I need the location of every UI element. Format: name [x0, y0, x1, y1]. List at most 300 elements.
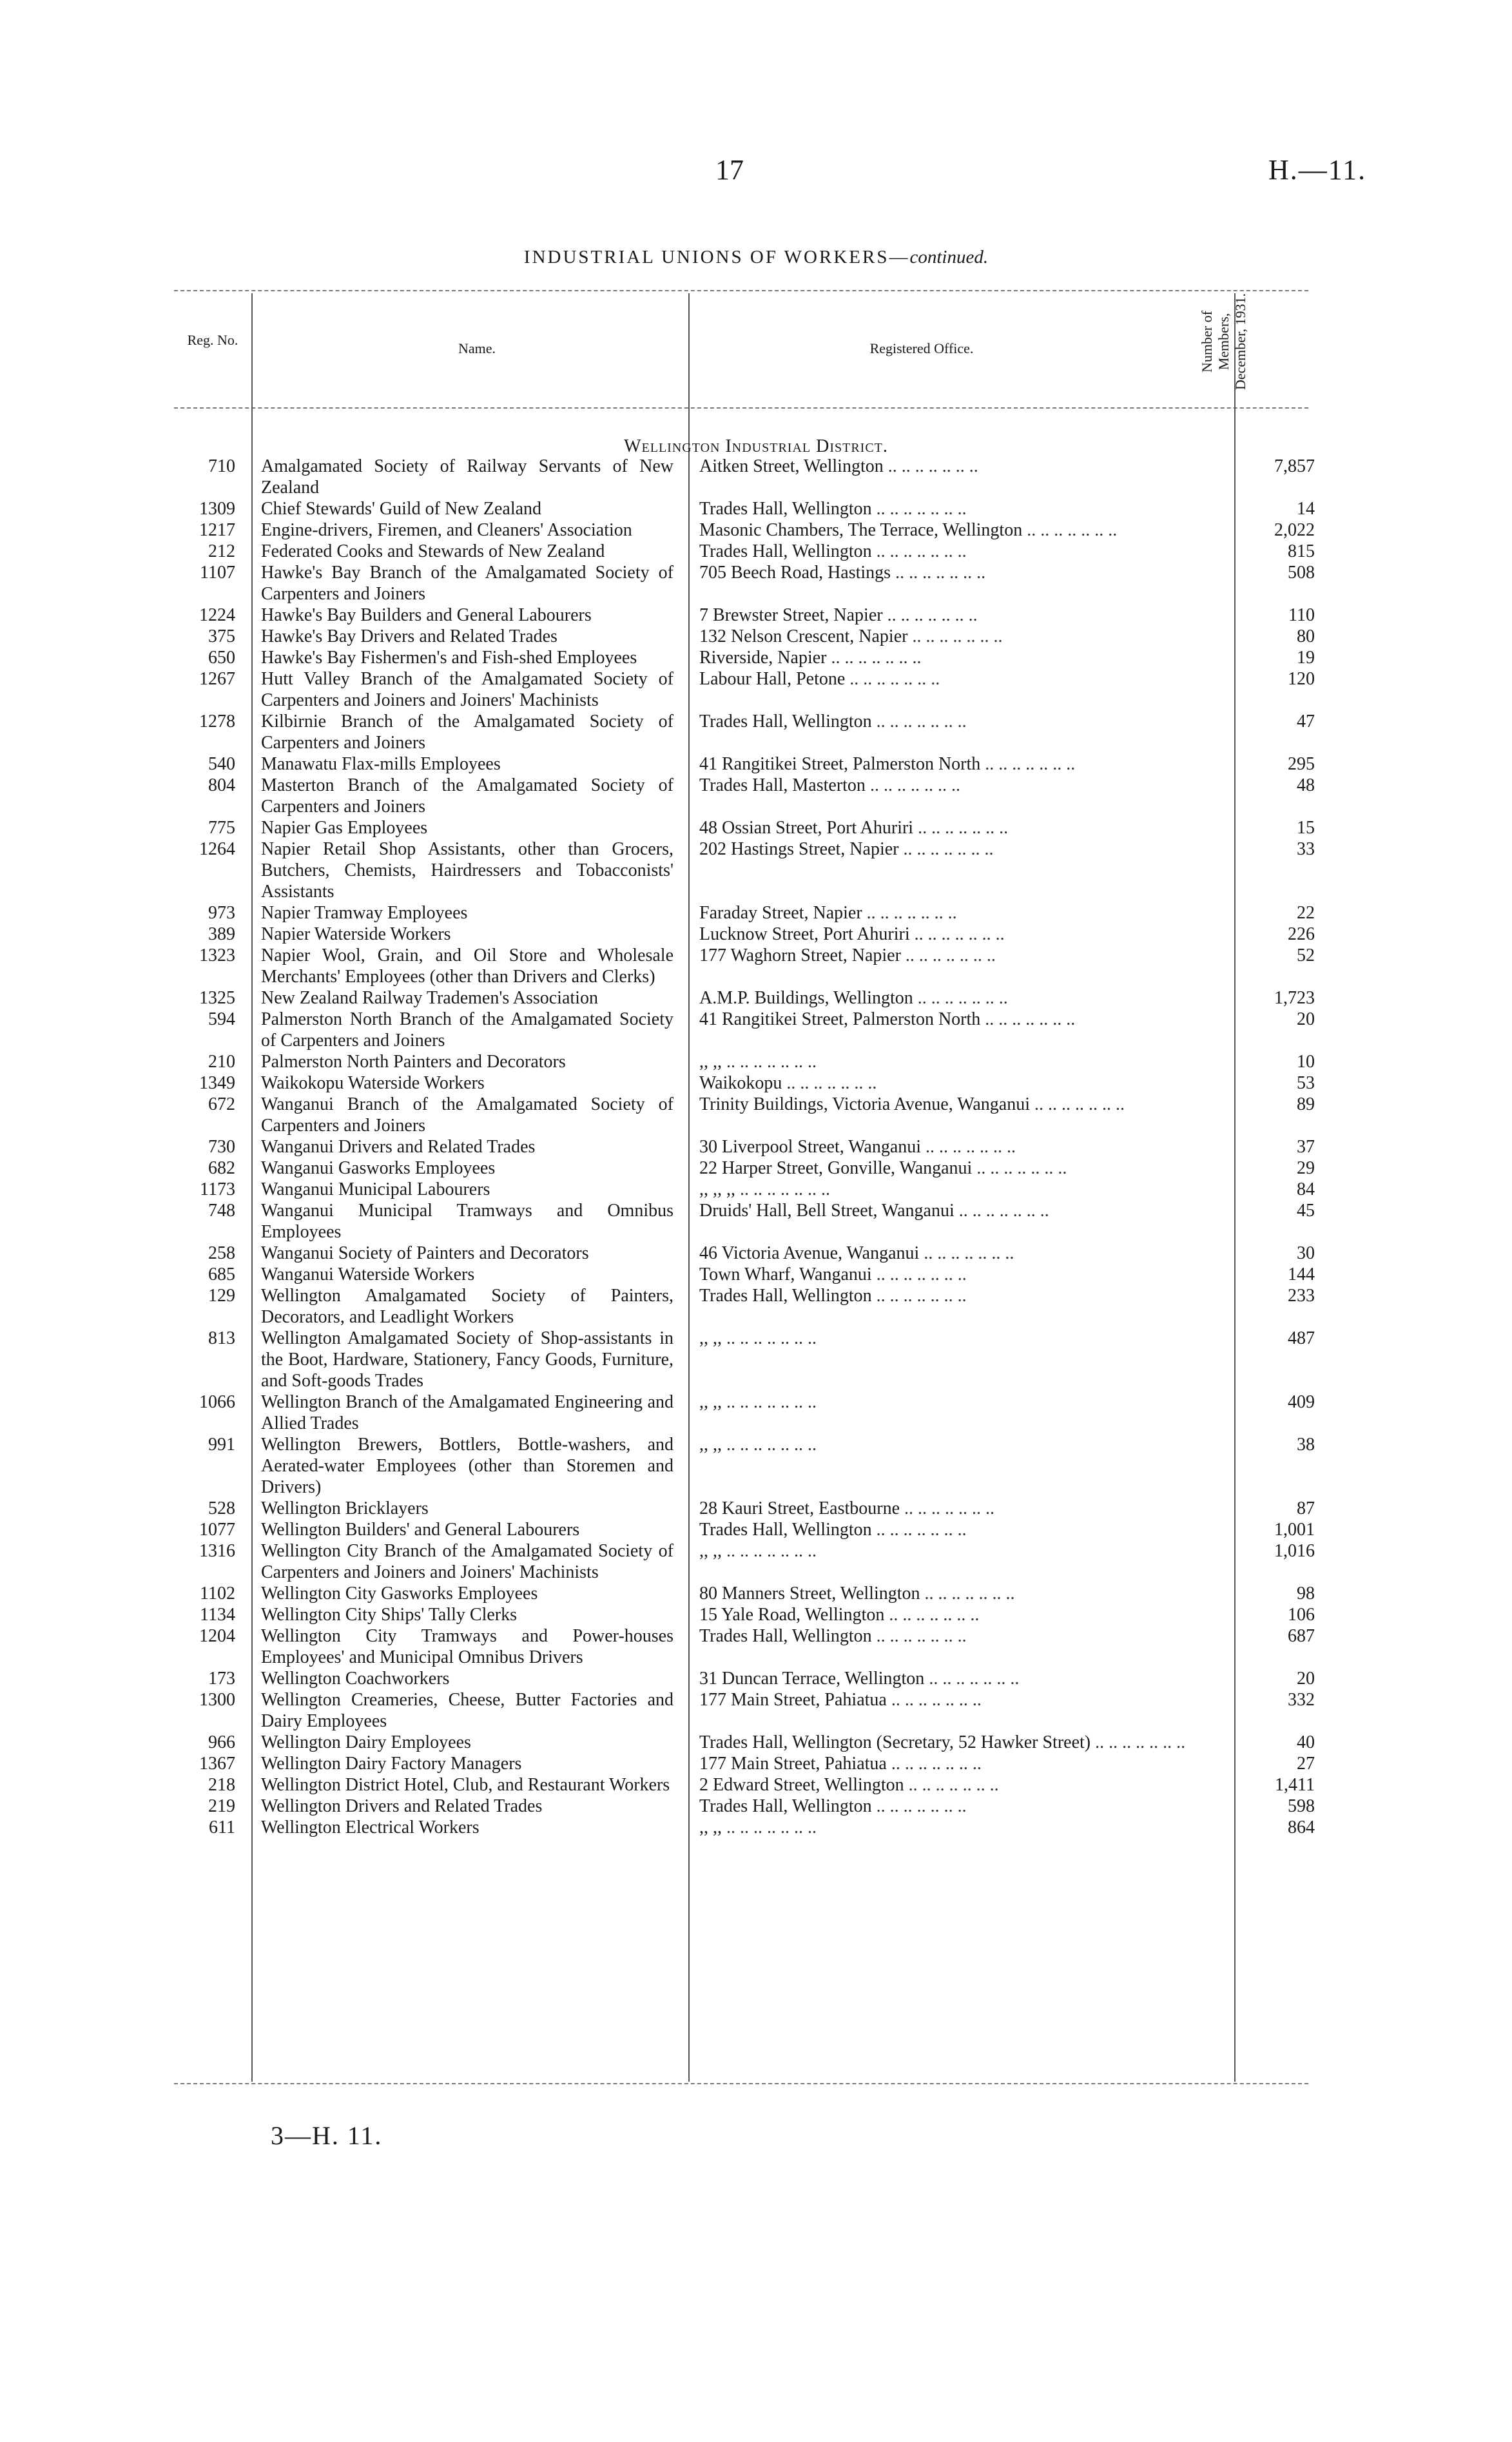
members-count-cell: 38	[1297, 1435, 1315, 1455]
registered-office-cell	[699, 1689, 1221, 1710]
registered-office-cell	[699, 1519, 1221, 1540]
reg-no-cell: 1264	[199, 839, 235, 859]
leader-dots: .. .. .. .. .. .. ..	[924, 1669, 1020, 1689]
union-name-cell: Wanganui Society of Painters and Decorators	[261, 1243, 589, 1263]
reg-no-cell: 129	[208, 1286, 235, 1306]
union-name-cell: Wanganui Gasworks Employees	[261, 1158, 496, 1178]
reg-no-cell: 540	[208, 754, 235, 774]
reg-no-cell: 375	[208, 626, 235, 646]
registered-office-text: Trades Hall, Wellington	[699, 541, 872, 561]
header-members: Number of Members, December, 1931.	[1199, 293, 1248, 391]
leader-dots: .. .. .. .. .. .. ..	[1030, 1094, 1125, 1114]
union-name-cell: Wellington City Branch of the Amalgamated Society of Carpenters and Joiners and Joiners' Machinists	[261, 1541, 674, 1582]
members-count-cell: 815	[1288, 541, 1315, 561]
members-count-cell: 30	[1297, 1243, 1315, 1263]
registered-office-cell	[699, 1200, 1221, 1221]
reg-no-cell: 1309	[199, 499, 235, 519]
union-name-cell: Palmerston North Branch of the Amalgamated Society of Carpenters and Joiners	[261, 1009, 674, 1051]
leader-dots: .. .. .. .. .. .. ..	[980, 1009, 1076, 1029]
reg-no-cell: 1204	[199, 1626, 235, 1646]
reg-no-cell: 1134	[200, 1605, 235, 1625]
members-count-cell: 332	[1288, 1690, 1315, 1710]
union-name-cell: Wellington City Tramways and Power-houses Employees' and Municipal Omnibus Drivers	[261, 1626, 674, 1667]
registered-office-cell	[699, 1328, 1221, 1349]
reg-no-cell: 1323	[199, 945, 235, 965]
reg-no-cell: 1077	[199, 1520, 235, 1540]
registered-office-cell	[699, 1136, 1221, 1158]
members-count-cell: 20	[1297, 1009, 1315, 1029]
leader-dots: .. .. .. .. .. .. ..	[954, 1201, 1049, 1221]
table-title	[0, 247, 1512, 268]
members-count-cell: 1,016	[1274, 1541, 1315, 1561]
members-count-cell: 687	[1288, 1626, 1315, 1646]
registered-office-cell	[699, 775, 1221, 796]
members-count-cell: 7,857	[1274, 456, 1315, 476]
table-row	[0, 1264, 1512, 1285]
members-count-cell: 19	[1297, 648, 1315, 668]
registered-office-text: 705 Beech Road, Hastings	[699, 563, 891, 583]
registered-office-text: 177 Main Street, Pahiatua	[699, 1690, 887, 1710]
members-count-cell: 598	[1288, 1796, 1315, 1816]
leader-dots: .. .. .. .. .. .. ..	[909, 924, 1005, 944]
registered-office-cell	[699, 1391, 1221, 1413]
registered-office-text: 41 Rangitikei Street, Palmerston North	[699, 1009, 981, 1029]
registered-office-cell	[699, 647, 1221, 668]
registered-office-text: Faraday Street, Napier	[699, 903, 862, 923]
registered-office-text: Trades Hall, Wellington	[699, 712, 872, 732]
table-row	[0, 711, 1512, 753]
members-count-cell: 27	[1297, 1754, 1315, 1774]
reg-no-cell: 685	[208, 1265, 235, 1284]
leader-dots: .. .. .. .. .. .. ..	[865, 775, 960, 795]
leader-dots: .. .. .. .. .. .. ..	[900, 1498, 995, 1518]
leader-dots: .. .. .. .. .. .. ..	[722, 1541, 817, 1561]
union-name-cell: Wanganui Municipal Tramways and Omnibus Employees	[261, 1201, 674, 1242]
registered-office-text: 177 Waghorn Street, Napier	[699, 945, 901, 965]
table-row	[0, 647, 1512, 668]
leader-dots: .. .. .. .. .. .. ..	[898, 839, 994, 859]
members-count-cell: 53	[1297, 1073, 1315, 1093]
members-count-cell: 89	[1297, 1094, 1315, 1114]
table-row	[0, 1604, 1512, 1625]
members-count-cell: 20	[1297, 1669, 1315, 1689]
registered-office-text: 31 Duncan Terrace, Wellington	[699, 1669, 925, 1689]
members-count-cell: 80	[1297, 626, 1315, 646]
union-name-cell: Wellington Electrical Workers	[261, 1817, 480, 1837]
union-name-cell: Wellington Dairy Employees	[261, 1732, 471, 1752]
union-name-cell: Wellington City Gasworks Employees	[261, 1584, 538, 1604]
union-name-cell: Wellington Branch of the Amalgamated Engineering and Allied Trades	[261, 1392, 674, 1433]
union-name-cell: Kilbirnie Branch of the Amalgamated Society of Carpenters and Joiners	[261, 712, 674, 753]
members-count-cell: 295	[1288, 754, 1315, 774]
union-name-cell: Wellington Coachworkers	[261, 1669, 450, 1689]
registered-office-text: ,, ,,	[699, 1435, 722, 1455]
table-row	[0, 1158, 1512, 1179]
registered-office-cell	[699, 1604, 1221, 1625]
registered-office-cell	[699, 668, 1221, 690]
leader-dots: .. .. .. .. .. .. ..	[871, 499, 967, 519]
reg-no-cell: 1316	[199, 1541, 235, 1561]
table-row	[0, 498, 1512, 519]
reg-no-cell: 672	[208, 1094, 235, 1114]
members-count-cell: 226	[1288, 924, 1315, 944]
registered-office-cell	[699, 541, 1221, 562]
union-name-cell: Wellington District Hotel, Club, and Restaurant Workers	[261, 1775, 670, 1795]
members-count-cell: 409	[1288, 1392, 1315, 1412]
members-count-cell: 48	[1297, 775, 1315, 795]
table-row	[0, 945, 1512, 987]
registered-office-cell	[699, 838, 1221, 860]
registered-office-text: ,, ,,	[699, 1052, 722, 1072]
leader-dots: .. .. .. .. .. .. ..	[862, 903, 957, 923]
registered-office-cell	[699, 817, 1221, 838]
page-number: 17	[715, 154, 744, 186]
table-row	[0, 626, 1512, 647]
leader-dots: .. .. .. .. .. .. ..	[722, 1328, 817, 1348]
reg-no-cell: 258	[208, 1243, 235, 1263]
registered-office-cell	[699, 987, 1221, 1009]
registered-office-cell	[699, 1668, 1221, 1689]
union-name-cell: Engine-drivers, Firemen, and Cleaners' Association	[261, 520, 632, 540]
registered-office-cell	[699, 1625, 1221, 1647]
reg-no-cell: 1349	[199, 1073, 235, 1093]
leader-dots: .. .. .. .. .. .. ..	[871, 1796, 967, 1816]
union-name-cell: Napier Tramway Employees	[261, 903, 468, 923]
leader-dots: .. .. .. .. .. .. ..	[871, 1626, 967, 1646]
union-name-cell: Wellington City Ships' Tally Clerks	[261, 1605, 517, 1625]
members-count-cell: 98	[1297, 1584, 1315, 1604]
leader-dots: .. .. .. .. .. .. ..	[871, 1520, 967, 1540]
table-row	[0, 1051, 1512, 1072]
table-row	[0, 987, 1512, 1009]
leader-dots: .. .. .. .. .. .. ..	[919, 1243, 1014, 1263]
registered-office-cell	[699, 1498, 1221, 1519]
union-name-cell: Hawke's Bay Builders and General Labourers	[261, 605, 592, 625]
registered-office-cell	[699, 1285, 1221, 1306]
header-bottom-rule	[174, 407, 1308, 409]
registered-office-text: Trades Hall, Wellington	[699, 499, 872, 519]
reg-no-cell: 748	[208, 1201, 235, 1221]
registered-office-cell	[699, 1774, 1221, 1796]
table-row	[0, 668, 1512, 711]
union-name-cell: Hutt Valley Branch of the Amalgamated Society of Carpenters and Joiners and Joiners' Machinists	[261, 669, 674, 710]
leader-dots: .. .. .. .. .. .. ..	[871, 1265, 967, 1284]
reg-no-cell: 1267	[199, 669, 235, 689]
reg-no-cell: 730	[208, 1137, 235, 1157]
members-count-cell: 29	[1297, 1158, 1315, 1178]
members-count-cell: 864	[1288, 1817, 1315, 1837]
registered-office-text: ,, ,,	[699, 1392, 722, 1412]
registered-office-cell	[699, 1094, 1221, 1115]
document-reference: H.—11.	[1268, 154, 1367, 186]
leader-dots: .. .. .. .. .. .. ..	[735, 1179, 830, 1199]
registered-office-text: 28 Kauri Street, Eastbourne	[699, 1498, 900, 1518]
table-row	[0, 1689, 1512, 1732]
union-name-cell: Hawke's Bay Drivers and Related Trades	[261, 626, 557, 646]
union-name-cell: Masterton Branch of the Amalgamated Society of Carpenters and Joiners	[261, 775, 674, 817]
members-count-cell: 508	[1288, 563, 1315, 583]
table-row	[0, 456, 1512, 498]
leader-dots: .. .. .. .. .. .. ..	[891, 563, 986, 583]
registered-office-text: Trades Hall, Wellington (Secretary, 52 Hawker Street)	[699, 1732, 1091, 1752]
leader-dots: .. .. .. .. .. .. ..	[913, 818, 1009, 838]
table-row	[0, 519, 1512, 541]
table-row	[0, 1796, 1512, 1817]
table-row	[0, 924, 1512, 945]
members-count-cell: 110	[1288, 605, 1315, 625]
leader-dots: .. .. .. .. .. .. ..	[782, 1073, 877, 1093]
registered-office-text: A.M.P. Buildings, Wellington	[699, 988, 913, 1008]
registered-office-text: 15 Yale Road, Wellington	[699, 1605, 885, 1625]
table-row	[0, 838, 1512, 902]
leader-dots: .. .. .. .. .. .. ..	[722, 1052, 817, 1072]
table-row	[0, 1285, 1512, 1328]
registered-office-cell	[699, 753, 1221, 775]
registered-office-text: Labour Hall, Petone	[699, 669, 846, 689]
reg-no-cell: 991	[208, 1435, 235, 1455]
table-row	[0, 1668, 1512, 1689]
reg-no-cell: 1224	[199, 605, 235, 625]
table-row	[0, 1136, 1512, 1158]
union-name-cell: Palmerston North Painters and Decorators	[261, 1052, 566, 1072]
reg-no-cell: 1367	[199, 1754, 235, 1774]
registered-office-cell	[699, 1243, 1221, 1264]
reg-no-cell: 218	[208, 1775, 235, 1795]
leader-dots: .. .. .. .. .. .. ..	[886, 1754, 982, 1774]
registered-office-cell	[699, 1753, 1221, 1774]
registered-office-text: 132 Nelson Crescent, Napier	[699, 626, 908, 646]
union-name-cell: Wanganui Drivers and Related Trades	[261, 1137, 536, 1157]
union-name-cell: Wellington Builders' and General Labourers	[261, 1520, 580, 1540]
registered-office-text: Masonic Chambers, The Terrace, Wellington	[699, 520, 1023, 540]
reg-no-cell: 528	[208, 1498, 235, 1518]
table-row	[0, 1774, 1512, 1796]
union-name-cell: Wanganui Municipal Labourers	[261, 1179, 490, 1199]
table-row	[0, 1094, 1512, 1136]
members-count-cell: 14	[1297, 499, 1315, 519]
table-row	[0, 817, 1512, 838]
members-count-cell: 84	[1297, 1179, 1315, 1199]
registered-office-text: 30 Liverpool Street, Wanganui	[699, 1137, 922, 1157]
union-table-body	[0, 456, 1512, 1838]
registered-office-cell	[699, 1540, 1221, 1562]
registered-office-cell	[699, 1179, 1221, 1200]
union-name-cell: Wellington Drivers and Related Trades	[261, 1796, 543, 1816]
leader-dots: .. .. .. .. .. .. ..	[913, 988, 1008, 1008]
registered-office-text: Trades Hall, Wellington	[699, 1520, 872, 1540]
registered-office-cell	[699, 562, 1221, 583]
members-count-cell: 10	[1297, 1052, 1315, 1072]
table-row	[0, 1328, 1512, 1391]
leader-dots: .. .. .. .. .. .. ..	[1022, 520, 1118, 540]
leader-dots: .. .. .. .. .. .. ..	[920, 1584, 1015, 1604]
leader-dots: .. .. .. .. .. .. ..	[722, 1392, 817, 1412]
union-name-cell: Wellington Amalgamated Society of Painters, Decorators, and Leadlight Workers	[261, 1286, 674, 1327]
union-name-cell: Waikokopu Waterside Workers	[261, 1073, 485, 1093]
reg-no-cell: 1217	[199, 520, 235, 540]
leader-dots: .. .. .. .. .. .. ..	[972, 1158, 1067, 1178]
registered-office-cell	[699, 1072, 1221, 1094]
registered-office-cell	[699, 456, 1221, 477]
union-name-cell: Napier Retail Shop Assistants, other than Grocers, Butchers, Chemists, Hairdressers and Tobacconists' Assistants	[261, 839, 674, 902]
leader-dots: .. .. .. .. .. .. ..	[900, 945, 996, 965]
table-row	[0, 1732, 1512, 1753]
registered-office-text: 41 Rangitikei Street, Palmerston North	[699, 754, 981, 774]
leader-dots: .. .. .. .. .. .. ..	[722, 1435, 817, 1455]
union-name-cell: Wellington Bricklayers	[261, 1498, 429, 1518]
table-row	[0, 1753, 1512, 1774]
union-name-cell: Wellington Creameries, Cheese, Butter Factories and Dairy Employees	[261, 1690, 674, 1731]
registered-office-cell	[699, 902, 1221, 924]
table-row	[0, 1391, 1512, 1434]
table-row	[0, 1243, 1512, 1264]
members-count-cell: 47	[1297, 712, 1315, 732]
table-row	[0, 1434, 1512, 1498]
table-row	[0, 902, 1512, 924]
registered-office-text: Riverside, Napier	[699, 648, 827, 668]
registered-office-text: Trades Hall, Wellington	[699, 1796, 872, 1816]
registered-office-cell	[699, 945, 1221, 966]
members-count-cell: 2,022	[1274, 520, 1315, 540]
leader-dots: .. .. .. .. .. .. ..	[871, 712, 967, 732]
table-row	[0, 753, 1512, 775]
header-reg-no: Reg. No.	[187, 332, 238, 348]
members-count-cell: 106	[1288, 1605, 1315, 1625]
union-name-cell: Hawke's Bay Branch of the Amalgamated Society of Carpenters and Joiners	[261, 563, 674, 604]
registered-office-text: 177 Main Street, Pahiatua	[699, 1754, 887, 1774]
leader-dots: .. .. .. .. .. .. ..	[826, 648, 922, 668]
table-row	[0, 1817, 1512, 1838]
reg-no-cell: 1278	[199, 712, 235, 732]
members-count-cell: 487	[1288, 1328, 1315, 1348]
reg-no-cell: 966	[208, 1732, 235, 1752]
reg-no-cell: 650	[208, 648, 235, 668]
union-name-cell: Amalgamated Society of Railway Servants of New Zealand	[261, 456, 674, 498]
union-name-cell: Manawatu Flax-mills Employees	[261, 754, 501, 774]
district-heading: Wellington Industrial District.	[624, 436, 888, 456]
registered-office-text: Aitken Street, Wellington	[699, 456, 884, 476]
union-name-cell: Napier Gas Employees	[261, 818, 428, 838]
registered-office-text: ,, ,,	[699, 1817, 722, 1837]
leader-dots: .. .. .. .. .. .. ..	[882, 605, 978, 625]
union-name-cell: Napier Wool, Grain, and Oil Store and Wholesale Merchants' Employees (other than Drivers and Clerks)	[261, 945, 674, 987]
registered-office-cell	[699, 519, 1221, 541]
table-title-continued: continued.	[909, 247, 989, 267]
registered-office-cell	[699, 1796, 1221, 1817]
registered-office-text: Waikokopu	[699, 1073, 782, 1093]
union-name-cell: Wellington Brewers, Bottlers, Bottle-washers, and Aerated-water Employees (other than Storemen and Drivers)	[261, 1435, 674, 1497]
registered-office-text: 80 Manners Street, Wellington	[699, 1584, 920, 1604]
registered-office-text: ,, ,, ,,	[699, 1179, 735, 1199]
table-row	[0, 1498, 1512, 1519]
union-name-cell: Chief Stewards' Guild of New Zealand	[261, 499, 542, 519]
registered-office-cell	[699, 1732, 1221, 1753]
table-row	[0, 1583, 1512, 1604]
reg-no-cell: 710	[208, 456, 235, 476]
header-registered-office: Registered Office.	[869, 340, 974, 356]
table-row	[0, 1200, 1512, 1243]
registered-office-cell	[699, 924, 1221, 945]
members-count-cell: 1,001	[1274, 1520, 1315, 1540]
members-count-cell: 1,723	[1274, 988, 1315, 1008]
reg-no-cell: 210	[208, 1052, 235, 1072]
registered-office-cell	[699, 605, 1221, 626]
leader-dots: .. .. .. .. .. .. ..	[904, 1775, 999, 1795]
registered-office-cell	[699, 1434, 1221, 1455]
members-count-cell: 37	[1297, 1137, 1315, 1157]
reg-no-cell: 173	[208, 1669, 235, 1689]
reg-no-cell: 682	[208, 1158, 235, 1178]
union-name-cell: New Zealand Railway Trademen's Association	[261, 988, 598, 1008]
members-count-cell: 1,411	[1275, 1775, 1315, 1795]
table-row	[0, 562, 1512, 605]
registered-office-text: Trades Hall, Wellington	[699, 1626, 872, 1646]
leader-dots: .. .. .. .. .. .. ..	[871, 541, 967, 561]
registered-office-cell	[699, 1817, 1221, 1838]
leader-dots: .. .. .. .. .. .. ..	[907, 626, 1003, 646]
registered-office-text: 22 Harper Street, Gonville, Wanganui	[699, 1158, 973, 1178]
table-row	[0, 1519, 1512, 1540]
footer-reference: 3—H. 11.	[271, 2121, 383, 2150]
table-row	[0, 541, 1512, 562]
reg-no-cell: 813	[208, 1328, 235, 1348]
union-name-cell: Hawke's Bay Fishermen's and Fish-shed Employees	[261, 648, 637, 668]
members-count-cell: 52	[1297, 945, 1315, 965]
table-row	[0, 1179, 1512, 1200]
reg-no-cell: 973	[208, 903, 235, 923]
table-bottom-rule	[174, 2083, 1308, 2084]
reg-no-cell: 1066	[199, 1392, 235, 1412]
registered-office-text: 48 Ossian Street, Port Ahuriri	[699, 818, 914, 838]
leader-dots: .. .. .. .. .. .. ..	[921, 1137, 1016, 1157]
registered-office-cell	[699, 711, 1221, 732]
union-name-cell: Wellington Amalgamated Society of Shop-assistants in the Boot, Hardware, Stationery, Fancy Goods, Furniture, and Soft-goods Trades	[261, 1328, 674, 1391]
members-count-cell: 45	[1297, 1201, 1315, 1221]
registered-office-text: 202 Hastings Street, Napier	[699, 839, 899, 859]
table-row	[0, 775, 1512, 817]
registered-office-text: Town Wharf, Wanganui	[699, 1265, 872, 1284]
members-count-cell: 40	[1297, 1732, 1315, 1752]
union-name-cell: Wanganui Waterside Workers	[261, 1265, 475, 1284]
union-name-cell: Wellington Dairy Factory Managers	[261, 1754, 522, 1774]
members-count-cell: 33	[1297, 839, 1315, 859]
registered-office-text: 46 Victoria Avenue, Wanganui	[699, 1243, 920, 1263]
leader-dots: .. .. .. .. .. .. ..	[722, 1817, 817, 1837]
registered-office-text: Lucknow Street, Port Ahuriri	[699, 924, 910, 944]
table-title-text: INDUSTRIAL UNIONS OF WORKERS—	[523, 247, 910, 267]
union-name-cell: Wanganui Branch of the Amalgamated Society of Carpenters and Joiners	[261, 1094, 674, 1136]
reg-no-cell: 389	[208, 924, 235, 944]
reg-no-cell: 1102	[200, 1584, 235, 1604]
members-count-cell: 87	[1297, 1498, 1315, 1518]
leader-dots: .. .. .. .. .. .. ..	[883, 456, 978, 476]
reg-no-cell: 219	[208, 1796, 235, 1816]
registered-office-cell	[699, 626, 1221, 647]
table-top-rule	[174, 290, 1308, 291]
reg-no-cell: 594	[208, 1009, 235, 1029]
members-count-cell: 144	[1288, 1265, 1315, 1284]
registered-office-cell	[699, 1009, 1221, 1030]
registered-office-text: 2 Edward Street, Wellington	[699, 1775, 904, 1795]
registered-office-cell	[699, 1158, 1221, 1179]
table-row	[0, 1625, 1512, 1668]
registered-office-text: ,, ,,	[699, 1328, 722, 1348]
leader-dots: .. .. .. .. .. .. ..	[980, 754, 1076, 774]
reg-no-cell: 1300	[199, 1690, 235, 1710]
registered-office-text: 7 Brewster Street, Napier	[699, 605, 883, 625]
reg-no-cell: 212	[208, 541, 235, 561]
registered-office-text: Trades Hall, Masterton	[699, 775, 866, 795]
